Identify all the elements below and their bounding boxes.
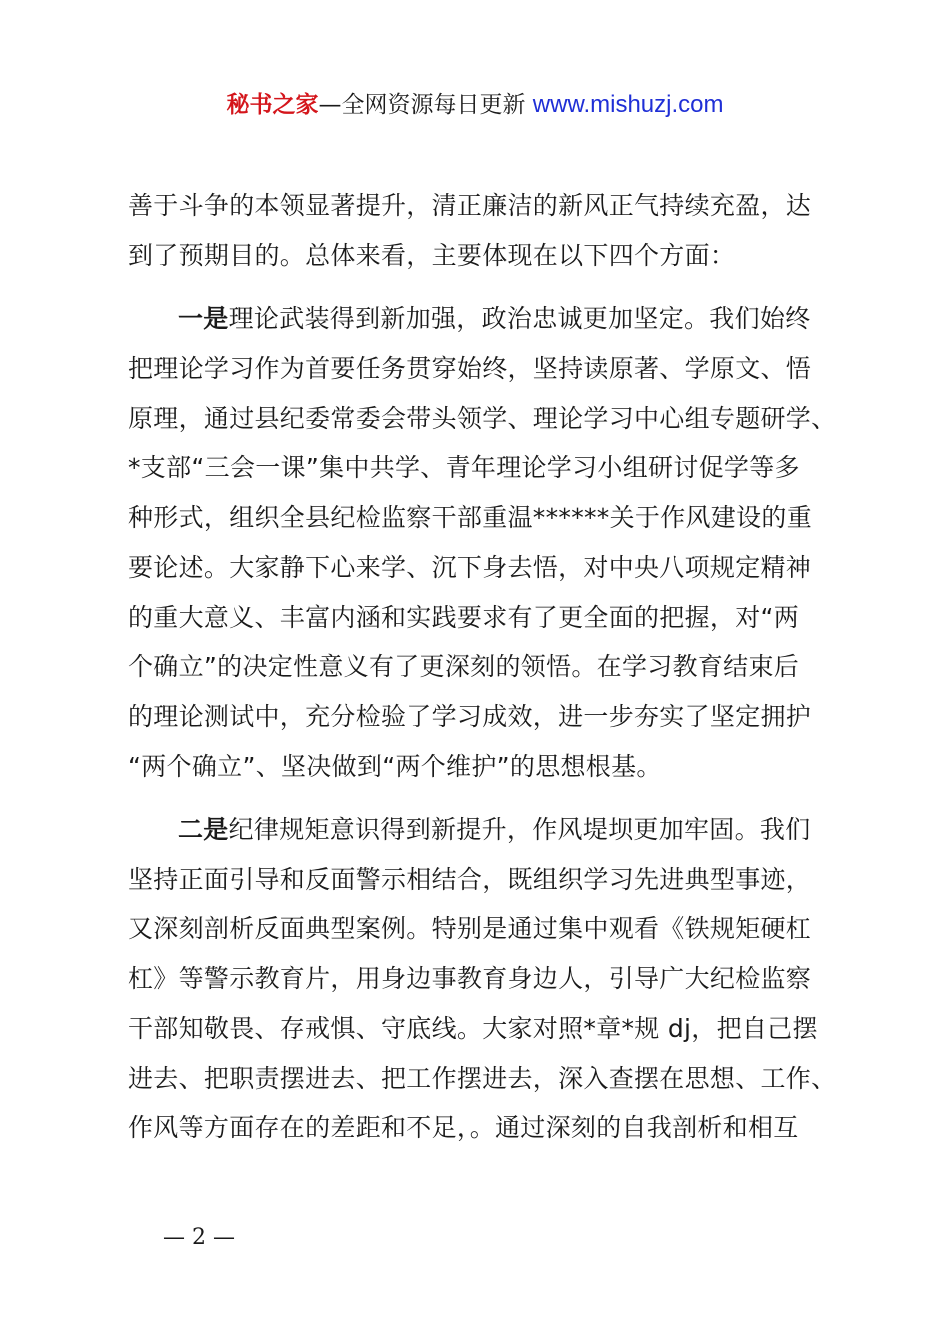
site-header: [0, 88, 950, 122]
text-line: 的重大意义、丰富内涵和实践要求有了更全面的把握，对“两: [128, 603, 800, 632]
header-slogan: —全网资源每日更新: [318, 92, 526, 118]
text-line: 干部知敬畏、存戒惧、守底线。大家对照*章*规 dj，把自己摆: [128, 1014, 818, 1043]
text-line: 进去、把职责摆进去、把工作摆进去，深入查摆在思想、工作、: [128, 1064, 837, 1093]
text-line: 作风等方面存在的差距和不足，。通过深刻的自我剖析和相互: [128, 1113, 799, 1142]
text-line: 又深刻剖析反面典型案例。特别是通过集中观看《铁规矩硬杠: [128, 914, 812, 943]
text-line: 杠》等警示教育片，用身边事教育身边人，引导广大纪检监察: [128, 964, 812, 993]
paragraph-2-first-line: [178, 814, 811, 846]
text-line: *支部“三会一课”集中共学、青年理论学习小组研讨促学等多: [128, 453, 800, 482]
paragraph-1-first-line: [178, 303, 811, 335]
text-line: 理论武装得到新加强，政治忠诚更加坚定。我们始终: [228, 304, 811, 333]
paragraph-2-lead: 二是: [178, 815, 229, 844]
text-line: 要论述。大家静下心来学、沉下身去悟，对中央八项规定精神: [128, 553, 812, 582]
text-line: “两个确立”、坚决做到“两个维护”的思想根基。: [128, 752, 662, 781]
site-url[interactable]: www.mishuzj.com: [532, 91, 724, 118]
text-line: 原理，通过县纪委常委会带头领学、理论学习中心组专题研学、: [128, 404, 837, 433]
text-line: 的理论测试中，充分检验了学习成效，进一步夯实了坚定拥护: [128, 702, 812, 731]
text-line: 个确立”的决定性意义有了更深刻的领悟。在学习教育结束后: [128, 652, 800, 681]
text-line: 把理论学习作为首要任务贯穿始终，坚持读原著、学原文、悟: [128, 354, 812, 383]
text-line: 坚持正面引导和反面警示相结合，既组织学习先进典型事迹，: [128, 865, 812, 894]
text-line: 善于斗争的本领显著提升，清正廉洁的新风正气持续充盈，达: [128, 191, 812, 220]
text-line: 到了预期目的。总体来看，主要体现在以下四个方面：: [128, 241, 736, 270]
brand-name: 秘书之家: [226, 92, 319, 118]
paragraph-1-lead: 一是: [178, 304, 229, 333]
text-line: 纪律规矩意识得到新提升，作风堤坝更加牢固。我们: [228, 815, 811, 844]
page-number: — 2 —: [163, 1225, 235, 1250]
text-line: 种形式，组织全县纪检监察干部重温******关于作风建设的重: [128, 503, 813, 532]
